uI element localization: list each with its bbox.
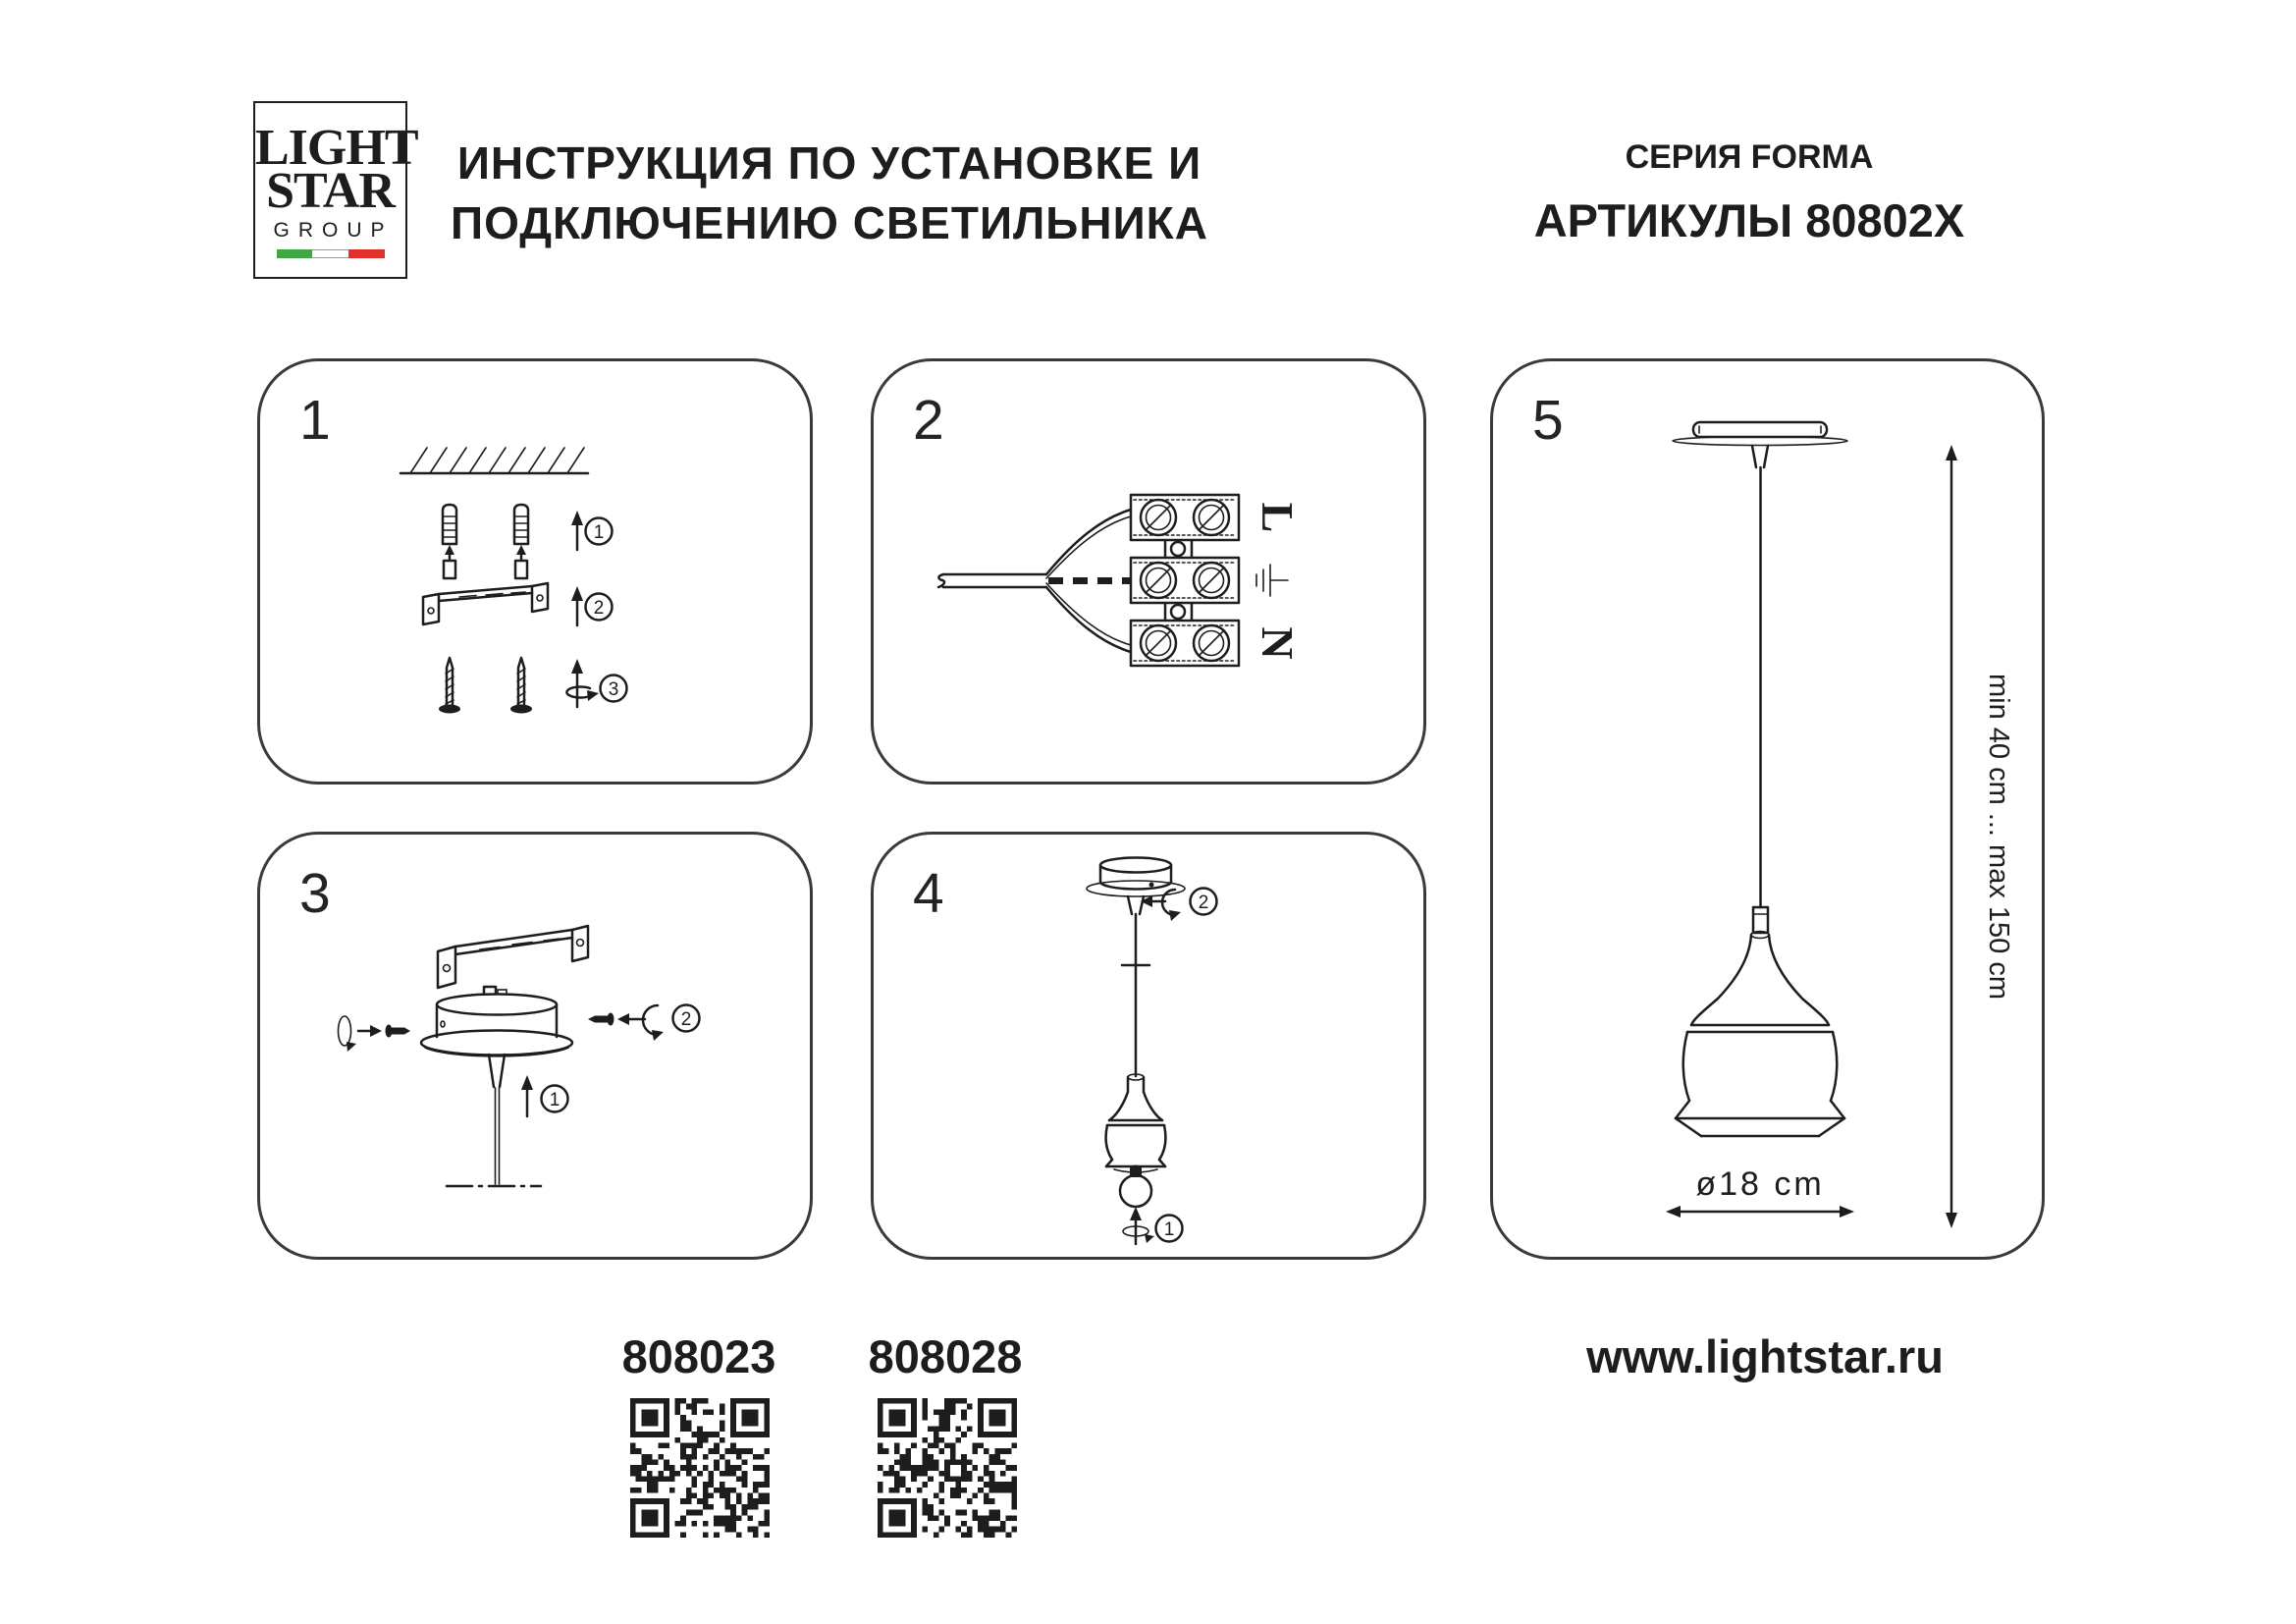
step-panel-1 bbox=[257, 358, 813, 785]
diameter-dimension bbox=[1666, 1165, 1854, 1218]
svg-text:2: 2 bbox=[593, 598, 605, 619]
canopy-drum bbox=[421, 987, 572, 1056]
flag-white-segment bbox=[312, 249, 348, 258]
qr-code-left bbox=[630, 1398, 770, 1538]
badge-3 bbox=[601, 676, 627, 702]
step-panel-2 bbox=[871, 358, 1426, 785]
badge-2 bbox=[586, 594, 613, 621]
screwdriving-rotation-icon bbox=[566, 659, 599, 707]
ceiling-cup bbox=[1087, 858, 1185, 915]
mains-cable bbox=[938, 574, 1046, 587]
articles-label: АРТИКУЛЫ 80802X bbox=[1533, 194, 1965, 246]
title-line-1: ИНСТРУКЦИЯ ПО УСТАНОВКЕ И bbox=[456, 137, 1202, 189]
website-link: www.lightstar.ru bbox=[1586, 1330, 1944, 1382]
series-label: СЕРИЯ FORMA bbox=[1625, 138, 1874, 176]
height-range-label: min 40 cm ... max 150 cm bbox=[1983, 674, 2014, 1000]
height-dimension bbox=[1946, 445, 2014, 1228]
step-number-3: 3 bbox=[299, 862, 331, 925]
rotate-icon bbox=[643, 1005, 664, 1041]
bridge-hole bbox=[1171, 542, 1185, 556]
terminal-block bbox=[1131, 621, 1239, 666]
up-arrow-icon bbox=[521, 1075, 533, 1116]
step-1-diagram bbox=[260, 361, 810, 782]
wall-plug-icon bbox=[514, 505, 528, 578]
diameter-label: ø18 cm bbox=[1695, 1165, 1825, 1203]
lightstar-logo bbox=[253, 101, 418, 279]
flag-green-segment bbox=[277, 249, 313, 258]
step-3-diagram bbox=[260, 835, 810, 1257]
left-arrow-icon bbox=[617, 1013, 645, 1025]
article-number-right: 808028 bbox=[868, 1330, 1023, 1382]
step-5-diagram bbox=[1493, 361, 2042, 1257]
flag-red-segment bbox=[348, 249, 385, 258]
step-4-diagram bbox=[874, 835, 1423, 1257]
ceiling-plate bbox=[1673, 422, 1847, 467]
step-2-diagram bbox=[874, 361, 1423, 782]
logo-word-light: LIGHT bbox=[255, 120, 418, 176]
neutral-terminal-label: N bbox=[1252, 626, 1303, 660]
screw-icon bbox=[439, 658, 460, 714]
step-number-4: 4 bbox=[913, 862, 944, 925]
wires bbox=[1046, 510, 1131, 652]
step-number-5: 5 bbox=[1532, 389, 1564, 452]
side-screw-icon bbox=[588, 1013, 614, 1026]
cord-connector bbox=[1753, 907, 1768, 933]
svg-text:1: 1 bbox=[1163, 1219, 1175, 1240]
svg-text:3: 3 bbox=[608, 679, 619, 700]
svg-text:2: 2 bbox=[1198, 893, 1209, 913]
ceiling-hatch bbox=[400, 448, 588, 473]
step-number-1: 1 bbox=[299, 389, 331, 452]
italian-flag-stripe bbox=[277, 249, 385, 258]
rotate-icon bbox=[339, 1016, 383, 1052]
svg-text:1: 1 bbox=[549, 1090, 561, 1110]
badge-2 bbox=[1191, 889, 1217, 915]
terminal-block bbox=[1131, 495, 1239, 540]
screwdriving-rotation-icon bbox=[1123, 1207, 1154, 1244]
line-terminal-label: L bbox=[1252, 502, 1303, 533]
logo-word-star: STAR bbox=[266, 163, 395, 219]
title-line-2: ПОДКЛЮЧЕНИЮ СВЕТИЛЬНИКА bbox=[451, 197, 1208, 248]
up-arrow-icon bbox=[571, 586, 583, 625]
step-panel-4 bbox=[871, 832, 1426, 1260]
wall-plug-icon bbox=[443, 505, 456, 578]
up-arrow-icon bbox=[571, 511, 583, 550]
mounting-bracket-icon bbox=[423, 583, 548, 624]
step-number-2: 2 bbox=[913, 389, 944, 452]
logo-word-group: GROUP bbox=[273, 219, 394, 242]
badge-1 bbox=[542, 1086, 568, 1112]
screw-icon bbox=[510, 658, 532, 714]
svg-text:2: 2 bbox=[680, 1009, 692, 1030]
page-title bbox=[412, 134, 1247, 253]
article-number-left: 808023 bbox=[621, 1330, 776, 1382]
badge-1 bbox=[586, 518, 613, 545]
terminal-block bbox=[1131, 558, 1239, 603]
qr-code-right bbox=[878, 1398, 1017, 1538]
stem-and-rod bbox=[447, 1055, 541, 1186]
badge-2 bbox=[673, 1005, 700, 1032]
svg-text:1: 1 bbox=[593, 522, 605, 543]
step-panel-3 bbox=[257, 832, 813, 1260]
bridge-hole bbox=[1171, 605, 1185, 619]
earth-icon bbox=[1256, 565, 1288, 596]
lamp-shade bbox=[1106, 1074, 1166, 1172]
step-panel-5 bbox=[1490, 358, 2045, 1260]
lamp-shade bbox=[1676, 932, 1844, 1137]
mounting-bracket-icon bbox=[438, 926, 588, 988]
side-screw-icon bbox=[386, 1025, 411, 1038]
badge-1 bbox=[1156, 1216, 1183, 1242]
